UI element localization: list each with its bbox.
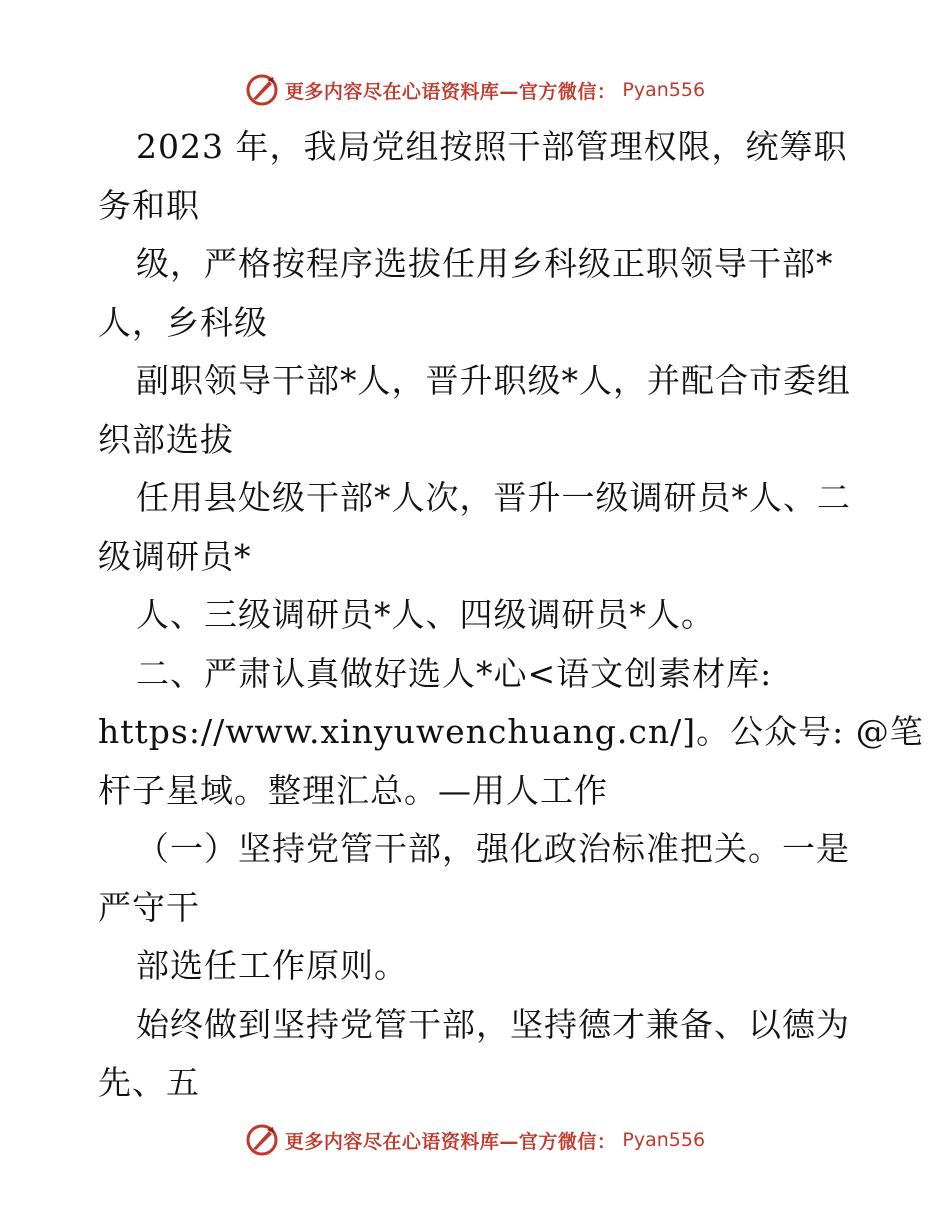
body-line: 杆子星域。整理汇总。—用人工作	[98, 770, 608, 810]
body-line: 织部选拔	[98, 419, 234, 459]
body-line: 始终做到坚持党管干部，坚持德才兼备、以德为	[136, 1004, 850, 1044]
body-line: 务和职	[98, 185, 200, 225]
body-line-url: https://www.xinyuwenchuang.cn/]。公众号: @笔	[98, 712, 924, 751]
header-wechat-id: Pyan556	[622, 79, 706, 101]
footer-watermark-banner	[0, 1120, 950, 1160]
body-line: 2023 年，我局党组按照干部管理权限，统筹职	[136, 127, 848, 166]
body-line: 人、三级调研员*人、四级调研员*人。	[136, 595, 715, 634]
body-line: 级，严格按程序选拔任用乡科级正职领导干部*	[136, 244, 834, 283]
body-line: 人，乡科级	[98, 302, 268, 342]
quill-logo-icon	[245, 1123, 279, 1157]
body-line: （一）坚持党管干部，强化政治标准把关。一是	[136, 829, 850, 868]
body-line: 二、严肃认真做好选人*心<语文创素材库:	[136, 653, 773, 693]
body-line: 严守干	[98, 887, 200, 927]
document-body	[98, 118, 924, 1113]
footer-wechat-id: Pyan556	[622, 1129, 706, 1151]
body-line: 级调研员*	[98, 536, 252, 576]
body-line: 任用县处级干部*人次，晋升一级调研员*人、二	[136, 478, 851, 517]
footer-banner-text: 更多内容尽在心语资料库—官方微信：	[284, 1130, 617, 1153]
header-watermark-banner	[0, 70, 950, 110]
header-banner-text: 更多内容尽在心语资料库—官方微信：	[284, 80, 617, 103]
body-line: 先、五	[98, 1063, 200, 1102]
body-line: 部选任工作原则。	[136, 946, 408, 985]
quill-logo-icon	[245, 73, 279, 107]
body-line: 副职领导干部*人，晋升职级*人，并配合市委组	[136, 361, 851, 400]
